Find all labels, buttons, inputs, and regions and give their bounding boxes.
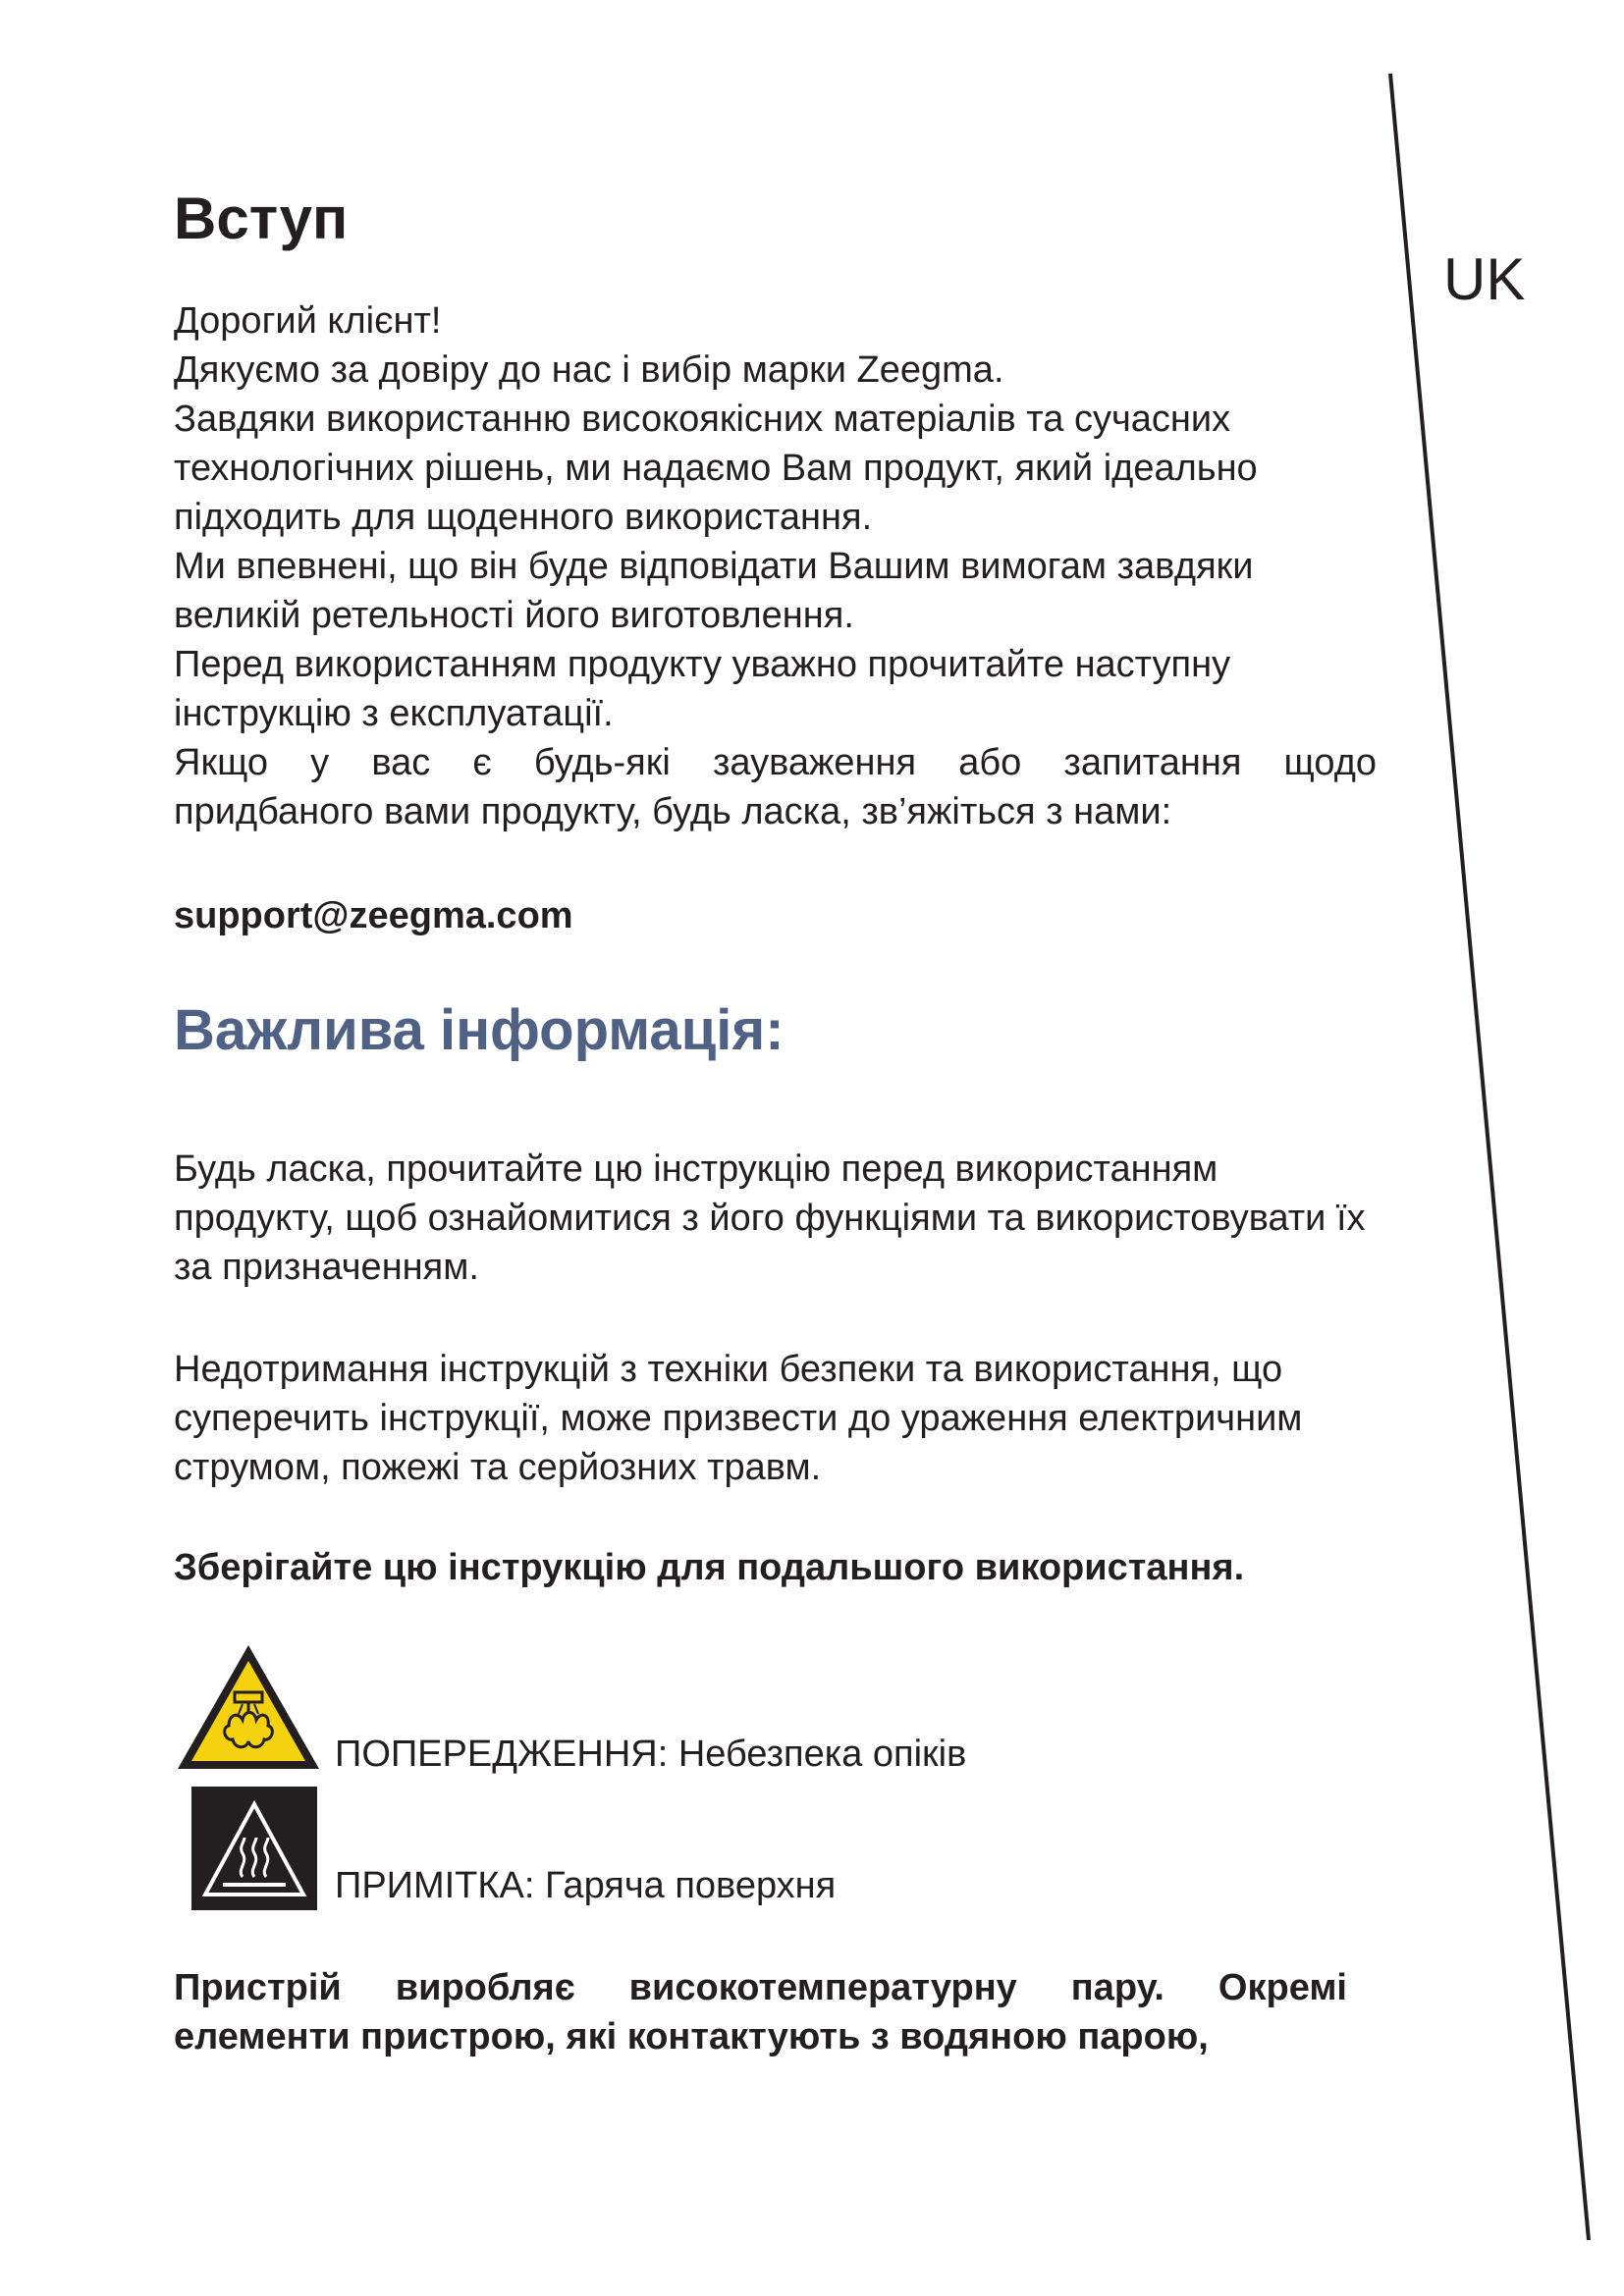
intro-line: підходить для щоденного використання. xyxy=(174,497,873,538)
intro-line: Дякуємо за довіру до нас і вибір марки Zeegma. xyxy=(174,349,1004,391)
intro-line: Ми впевнені, що він буде відповідати Вашим вимогам завдяки xyxy=(174,546,1254,587)
intro-line: Дорогий клієнт! xyxy=(174,300,442,342)
intro-text xyxy=(174,296,1377,836)
important-paragraph-1: Будь ласка, прочитайте цю інструкцію перед використанням продукту, щоб ознайомитися з його функціями та використовувати їх за призначенням. xyxy=(174,1148,1366,1288)
intro-line: придбаного вами продукту, будь ласка, зв’яжіться з нами: xyxy=(174,791,1172,832)
intro-line: технологічних рішень, ми надаємо Вам продукт, який ідеально xyxy=(174,448,1258,489)
hot-surface-icon xyxy=(174,1783,323,1914)
intro-line: інструкцію з експлуатації. xyxy=(174,693,614,734)
important-paragraph-2: Недотримання інструкцій з техніки безпеки та використання, що суперечить інструкції, може призвести до ураження електричним струмом, пожежі та серйозних травм. xyxy=(174,1349,1303,1488)
device-steam-notice: Пристрій виробляє високотемпературну пару. Окремі елементи пристрою, які контактують з водяною парою, xyxy=(174,1967,1347,2057)
intro-line: Завдяки використанню високоякісних матеріалів та сучасних xyxy=(174,399,1231,440)
steam-burn-warning-icon xyxy=(174,1641,323,1773)
keep-instructions-notice: Зберігайте цю інструкцію для подальшого використання. xyxy=(174,1547,1245,1588)
important-title: Важлива інформація: xyxy=(174,998,785,1062)
warning-label: ПОПЕРЕДЖЕННЯ: Небезпека опіків xyxy=(335,1734,967,1775)
support-email: support@zeegma.com xyxy=(174,895,573,936)
intro-line: великій ретельності його виготовлення. xyxy=(174,595,854,636)
intro-line: Якщо у вас є будь-які зауваження або запитання щодо xyxy=(174,742,1377,783)
intro-line: Перед використанням продукту уважно прочитайте наступну xyxy=(174,644,1231,685)
intro-title: Вступ xyxy=(174,186,349,251)
note-label: ПРИМІТКА: Гаряча поверхня xyxy=(335,1865,837,1906)
language-tab: UK xyxy=(1443,246,1526,312)
